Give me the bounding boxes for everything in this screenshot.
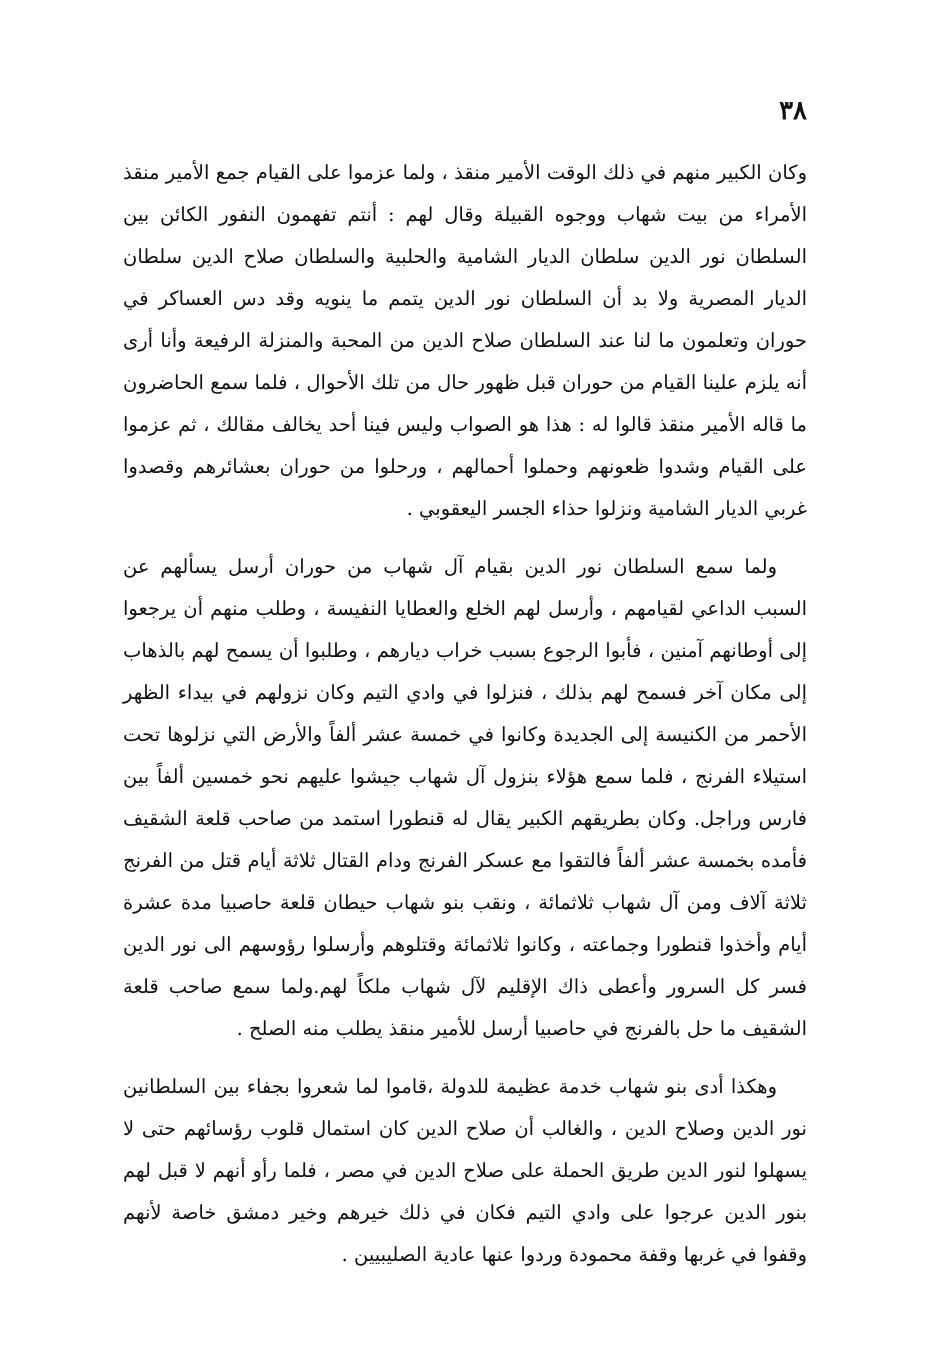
body-text xyxy=(123,152,807,1276)
paragraph-1: وكان الكبير منهم في ذلك الوقت الأمير منقذ ، ولما عزموا على القيام جمع الأمير منقذ الأمراء من بيت شهاب ووجوه القبيلة وقال لهم : أنتم تفهمون النفور الكائن بين السلطان نور الدين سلطان الديار الشامية والحلبية والسلطان صلاح الدين سلطان الديار المصرية ولا بد أن السلطان نور الدين يتمم ما ينويه وقد دس العساكر في حوران وتعلمون ما لنا عند السلطان صلاح الدين من المحبة والمنزلة الرفيعة وأنا أرى أنه يلزم علينا القيام من حوران قبل ظهور حال من تلك الأحوال ، فلما سمع الحاضرون ما قاله الأمير منقذ قالوا له : هذا هو الصواب وليس فينا أحد يخالف مقالك ، ثم عزموا على القيام وشدوا ظعونهم وحملوا أحمالهم ، ورحلوا من حوران بعشائرهم وقصدوا غربي الديار الشامية ونزلوا حذاء الجسر اليعقوبي . xyxy=(123,161,807,520)
paragraph-2: ولما سمع السلطان نور الدين بقيام آل شهاب من حوران أرسل يسألهم عن السبب الداعي لقيامهم ، وأرسل لهم الخلع والعطايا النفيسة ، وطلب منهم أن يرجعوا إلى أوطانهم آمنين ، فأبوا الرجوع بسبب خراب ديارهم ، وطلبوا أن يسمح لهم بالذهاب إلى مكان آخر فسمح لهم بذلك ، فنزلوا في وادي التيم وكان نزولهم في بيداء الظهر الأحمر من الكنيسة إلى الجديدة وكانوا في خمسة عشر ألفاً والأرض التي نزلوها تحت استيلاء الفرنج ، فلما سمع هؤلاء بنزول آل شهاب جيشوا عليهم نحو خمسين ألفاً بين فارس وراجل. وكان بطريقهم الكبير يقال له قنطورا استمد من صاحب قلعة الشقيف فأمده بخمسة عشر ألفاً فالتقوا مع عسكر الفرنج ودام القتال ثلاثة أيام قتل من الفرنج ثلاثة آلاف ومن آل شهاب ثلاثمائة ، ونقب بنو شهاب حيطان قلعة حاصبيا مدة عشرة أيام وأخذوا قنطورا وجماعته ، وكانوا ثلاثمائة وقتلوهم وأرسلوا رؤوسهم الى نور الدين فسر كل السرور وأعطى ذاك الإقليم لآل شهاب ملكاً لهم.ولما سمع صاحب قلعة الشقيف ما حل بالفرنج في حاصبيا أرسل للأمير منقذ يطلب منه الصلح . xyxy=(123,555,807,1040)
paragraph-3: وهكذا أدى بنو شهاب خدمة عظيمة للدولة ،قاموا لما شعروا بجفاء بين السلطانين نور الدين وصلاح الدين ، والغالب أن صلاح الدين كان استمال قلوب رؤسائهم حتى لا يسهلوا لنور الدين طريق الحملة على صلاح الدين في مصر ، فلما رأو أنهم لا قبل لهم بنور الدين عرجوا على وادي التيم فكان في ذلك خيرهم وخير دمشق خاصة لأنهم وقفوا في غربها وقفة محمودة وردوا عنها عادية الصليبيين . xyxy=(123,1075,807,1266)
page-number: ٣٨ xyxy=(779,96,807,126)
